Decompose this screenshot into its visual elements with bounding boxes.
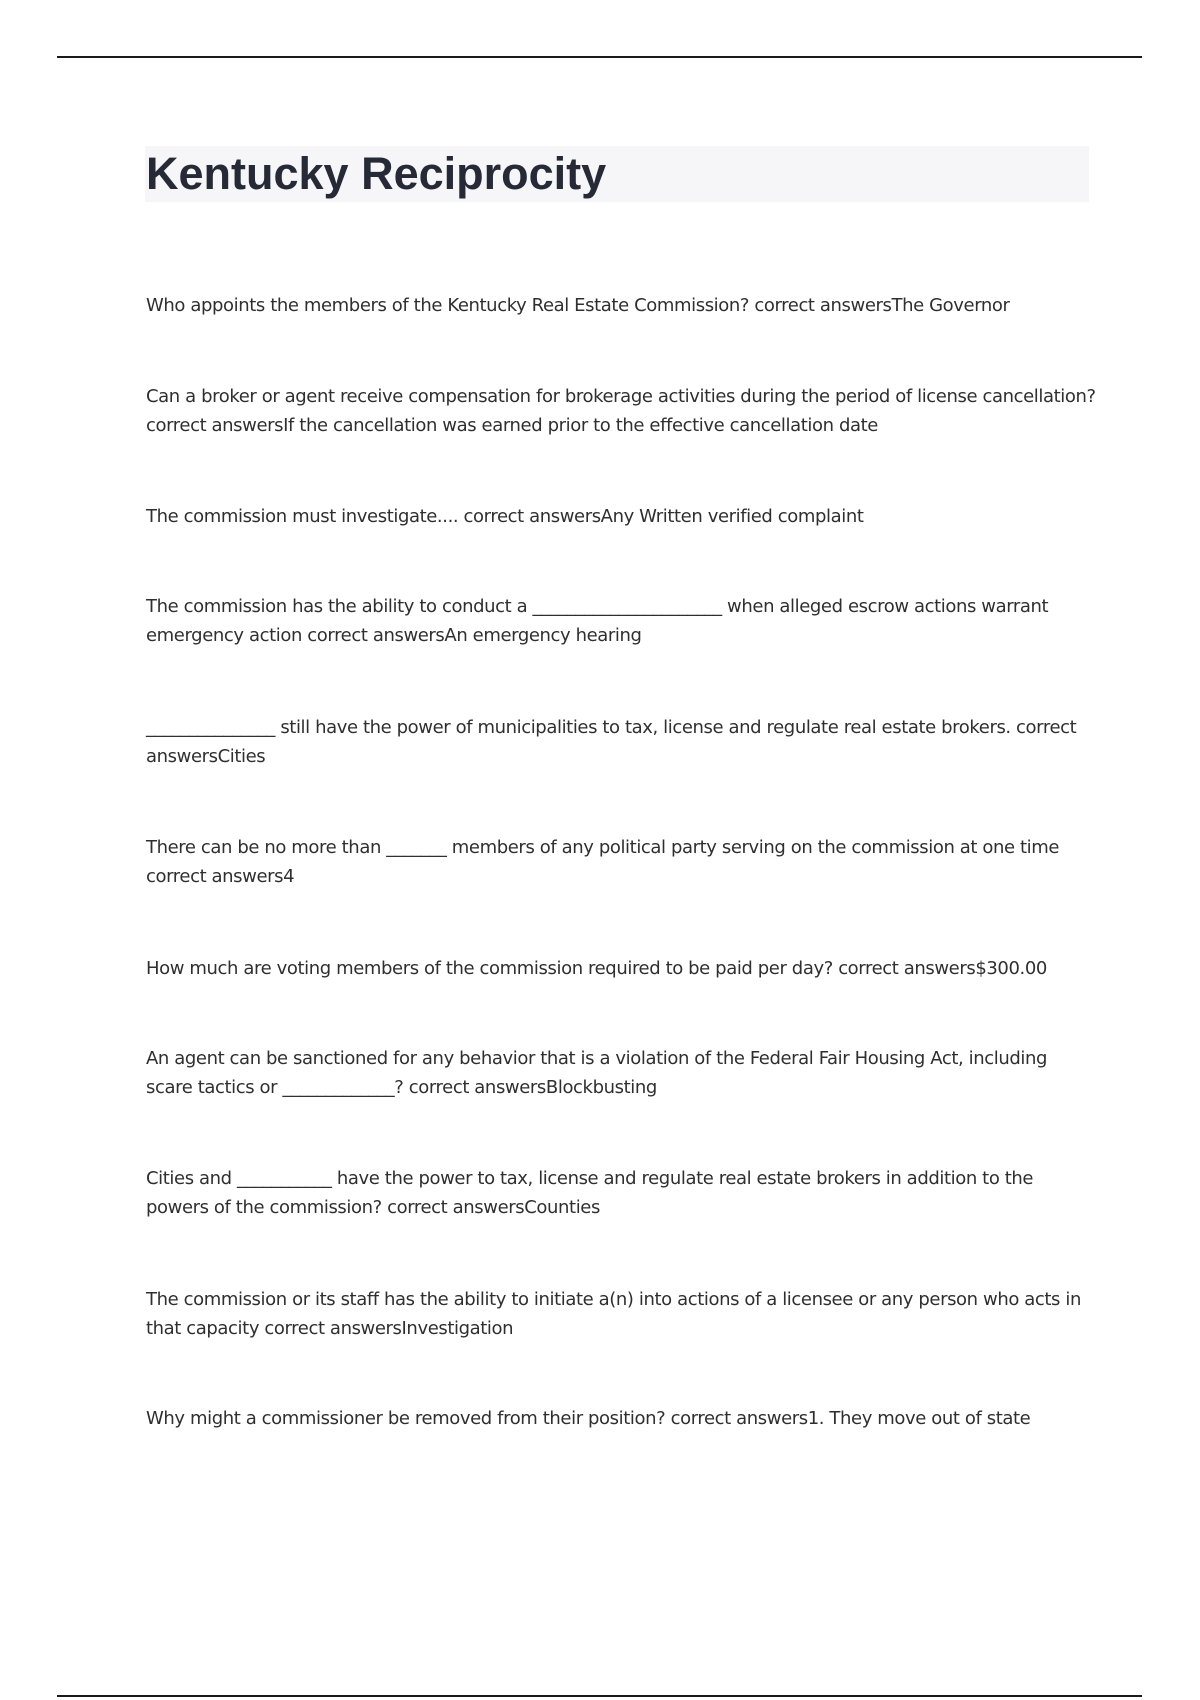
- qa-item-10: The commission or its staff has the ability to initiate a(n) into actions of a licensee or any person who acts in that capacity correct answersInvestigation: [146, 1289, 1081, 1339]
- qa-item-7: How much are voting members of the commission required to be paid per day? correct answers$300.00: [146, 958, 1047, 979]
- document-title: Kentucky Reciprocity: [146, 148, 607, 199]
- qa-item-5: _______________ still have the power of municipalities to tax, license and regulate real estate brokers. correct answersCities: [146, 717, 1077, 767]
- qa-item-1: Who appoints the members of the Kentucky Real Estate Commission? correct answersThe Governor: [146, 295, 1010, 316]
- qa-item-11: Why might a commissioner be removed from their position? correct answers1. They move out of state: [146, 1408, 1031, 1429]
- qa-item-2: Can a broker or agent receive compensation for brokerage activities during the period of license cancellation? correct answersIf the cancellation was earned prior to the effective cancellation date: [146, 386, 1096, 436]
- qa-item-9: Cities and ___________ have the power to tax, license and regulate real estate brokers in addition to the powers of the commission? correct answersCounties: [146, 1168, 1034, 1218]
- bottom-rule: [57, 1695, 1142, 1697]
- qa-item-6: There can be no more than _______ members of any political party serving on the commission at one time correct answers4: [146, 837, 1060, 887]
- qa-item-4: The commission has the ability to conduct a ______________________ when alleged escrow actions warrant emergency action correct answersAn emergency hearing: [146, 596, 1049, 646]
- qa-item-3: The commission must investigate.... correct answersAny Written verified complaint: [146, 506, 864, 527]
- top-rule: [57, 56, 1142, 58]
- qa-item-8: An agent can be sanctioned for any behavior that is a violation of the Federal Fair Housing Act, including scare tactics or _____________? correct answersBlockbusting: [146, 1048, 1048, 1098]
